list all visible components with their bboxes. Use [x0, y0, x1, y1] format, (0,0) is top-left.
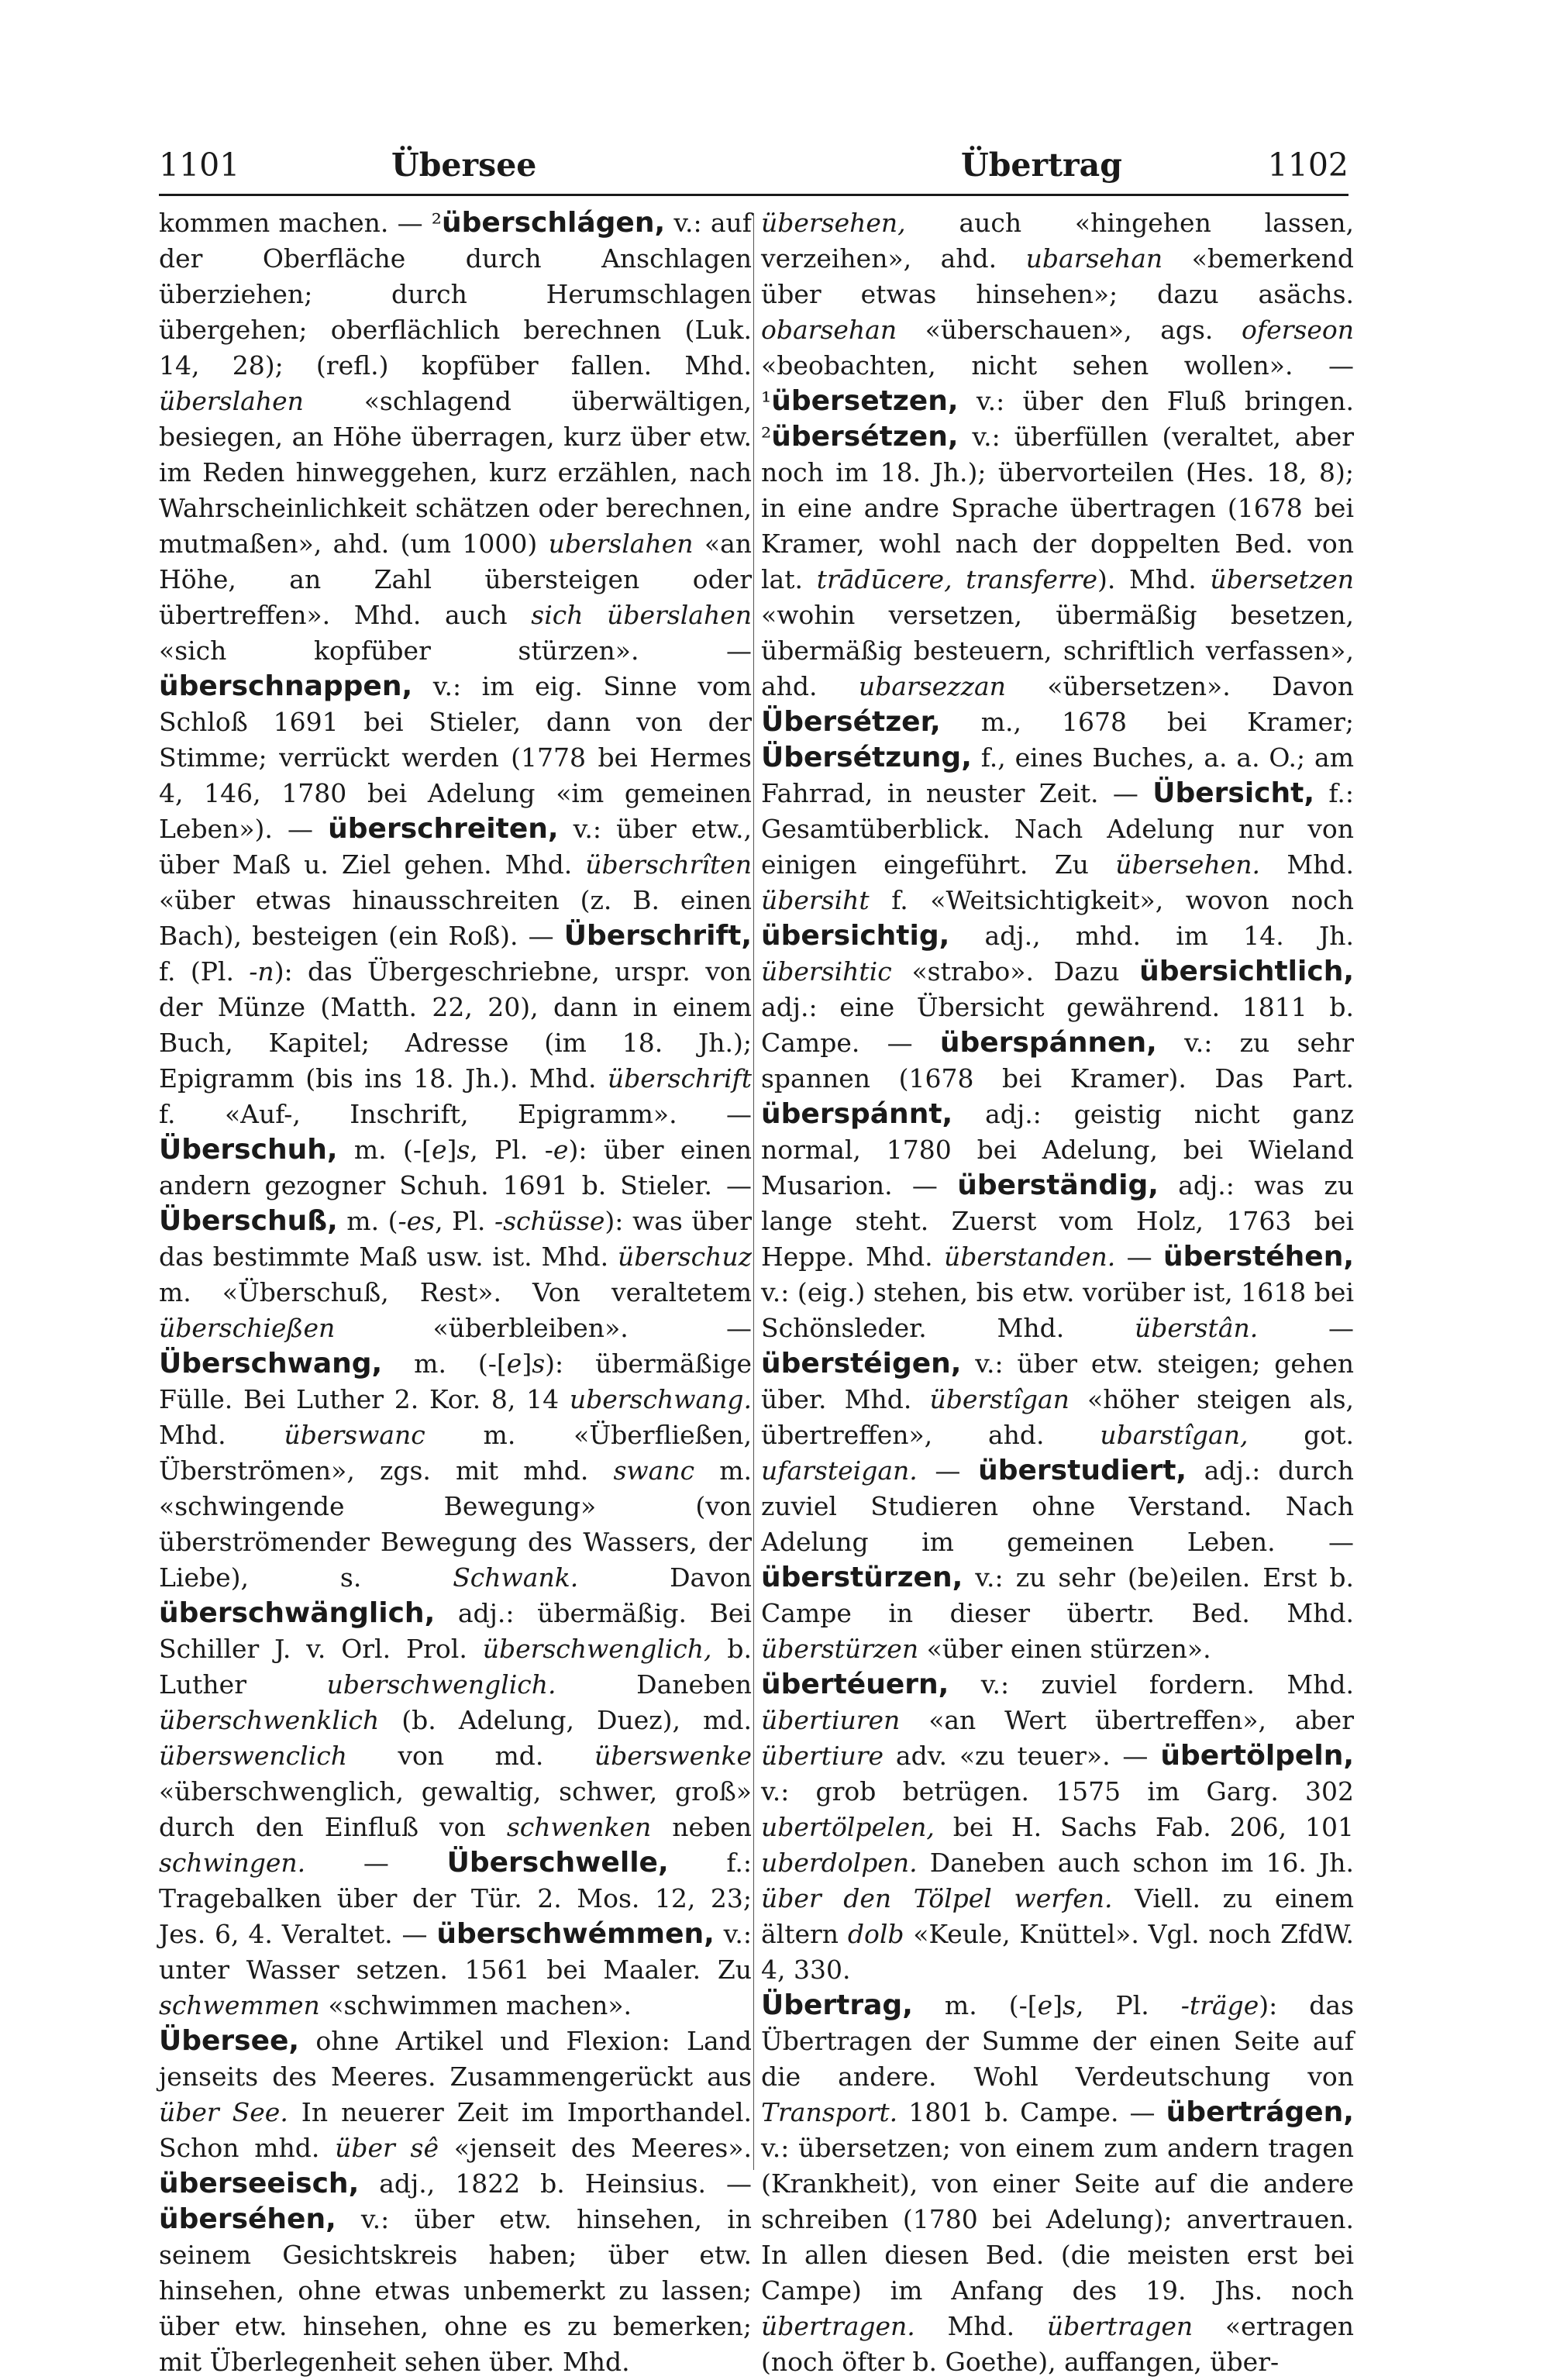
italic-term: übersihtic — [761, 956, 892, 987]
entry-text: adj.: übermäßig. Bei Schiller J. v. Orl. Prol. — [159, 1598, 752, 1664]
entry-text: «strabo». Dazu — [891, 956, 1140, 987]
entry-text: f.: Gesamtüberblick. Nach Adelung nur von einigen eingeführt. Zu — [761, 778, 1354, 880]
entry-text: v.: über etw. steigen; gehen über. Mhd. — [761, 1348, 1354, 1414]
entry-text: Viell. zu einem ältern — [761, 1883, 1354, 1949]
entry-text: v.: zu sehr spannen (1678 bei Kramer). Das Part. — [761, 1028, 1354, 1094]
page-header — [159, 142, 1348, 188]
entry-text: Davon — [578, 1562, 752, 1593]
entry-text: In neuerer Zeit im Importhandel. Schon mhd. — [159, 2097, 753, 2163]
headword: überstürzen, — [761, 1562, 963, 1593]
entry-text: f. «Weitsichtigkeit», wovon noch — [869, 885, 1354, 915]
italic-term: überschrift — [607, 1063, 752, 1094]
right-column — [761, 205, 1354, 2380]
headword: überseeisch, — [159, 2168, 360, 2199]
headword: Übersicht, — [1152, 777, 1315, 809]
entry-text: v.: über den Fluß bringen. ² — [761, 386, 1354, 452]
headword: übersichtlich, — [1139, 956, 1354, 987]
italic-term: übertragen. — [761, 2311, 915, 2341]
entry-text: — — [917, 1455, 979, 1486]
entry-text: Mhd. — [1259, 849, 1354, 880]
entry-text: «ertragen (noch öfter b. Goethe), auffangen, über- — [761, 2311, 1355, 2377]
entry-text: b. Luther — [159, 1634, 752, 1700]
entry-text: (b. Adelung, Duez), md. — [379, 1705, 752, 1735]
entry-text: v.: überfüllen (veraltet, aber noch im 18. Jh.); übervorteilen (Hes. 18, 8); in eine andre Sprache übertragen (1678 bei Kramer, wohl nach der doppelten Bed. von lat. — [761, 422, 1354, 594]
headword: Überschuh, — [159, 1134, 338, 1166]
italic-term: überschießen — [159, 1313, 336, 1343]
italic-term: ubarsehan — [1025, 243, 1163, 274]
headword: überschwänglich, — [159, 1597, 436, 1629]
headword: überspánnt, — [761, 1098, 953, 1130]
headword: übersichtig, — [761, 920, 950, 952]
entry-text: adj.: eine Übersicht gewährend. 1811 b. Campe. — — [761, 992, 1354, 1058]
entry-text: neben — [651, 1812, 752, 1842]
italic-term: übersetzen — [1210, 564, 1354, 594]
entry-text: f. (Pl. — [159, 956, 250, 987]
dictionary-entry — [761, 1988, 1354, 2380]
italic-term: trādūcere, transferre — [816, 564, 1097, 594]
entry-text: m. (-[ — [912, 1990, 1038, 2020]
italic-term: schwemmen — [159, 1990, 320, 2020]
page-number-right: 1102 — [1267, 146, 1348, 184]
entry-text: v.: über etw., über Maß u. Ziel gehen. Mhd. — [159, 814, 753, 880]
headword: überstéhen, — [1163, 1241, 1355, 1273]
entry-text: ohne Artikel und Flexion: Land jenseits des Meeres. Zusammengerückt aus — [159, 2026, 752, 2092]
entry-text: f., eines Buches, a. a. O.; am Fahrrad, in neuster Zeit. — — [761, 742, 1354, 808]
running-headword-left: Übersee — [391, 146, 537, 184]
column-divider — [753, 213, 754, 2170]
italic-term: uberdolpen. — [761, 1848, 918, 1878]
entry-text: adj.: was zu lange steht. Zuerst vom Holz, 1763 bei Heppe. Mhd. — [761, 1170, 1355, 1272]
italic-term: sich überslahen — [531, 600, 752, 630]
dictionary-entry — [159, 2024, 752, 2380]
italic-term: -träge — [1180, 1990, 1259, 2020]
entry-text: — — [1258, 1313, 1354, 1343]
entry-text: m. (-[ — [382, 1348, 507, 1379]
entry-text: v.: (eig.) stehen, bis etw. vorüber ist, 1618 bei Schönsleder. Mhd. — [761, 1277, 1354, 1343]
entry-text: ): das Übergeschriebne, urspr. von der Münze (Matth. 22, 20), dann in einem Buch, Kapitel; Adresse (im 18. Jh.); Epigramm (bis ins 18. Jh.). Mhd. — [159, 956, 752, 1094]
headword: übertéuern, — [761, 1669, 949, 1700]
headword: überschlágen, — [442, 207, 666, 239]
italic-term: e — [506, 1348, 522, 1379]
headword: überstudiert, — [978, 1455, 1187, 1486]
italic-term: s — [532, 1348, 546, 1379]
entry-text: auch «hingehen lassen, verzeihen», ahd. — [761, 208, 1354, 274]
entry-text: m. (-[ — [337, 1135, 432, 1165]
entry-text: m., 1678 bei Kramer; — [940, 707, 1354, 737]
entry-text: Mhd. — [914, 2311, 1047, 2341]
headword: überséhen, — [159, 2203, 336, 2235]
entry-text: «an Wert übertreffen», aber — [900, 1705, 1354, 1735]
entry-text: Daneben — [556, 1669, 752, 1700]
entry-text: «überschwenglich, gewaltig, schwer, groß» durch den Einfluß von — [159, 1776, 752, 1842]
entry-text: «über einen stürzen». — [918, 1634, 1211, 1664]
page-number-left: 1101 — [159, 146, 240, 184]
left-column — [159, 205, 752, 2380]
entry-text: Mhd. — [159, 1420, 284, 1450]
entry-text: bei H. Sachs Fab. 206, 101 — [934, 1812, 1354, 1842]
entry-text: «überschauen», ags. — [897, 315, 1242, 345]
entry-text: — — [305, 1848, 447, 1878]
italic-term: dolb — [847, 1919, 904, 1949]
italic-term: ubarsezzan — [858, 671, 1006, 701]
entry-text: v.: zu sehr (be)eilen. Erst b. Campe in dieser übertr. Bed. Mhd. — [761, 1562, 1354, 1628]
headword: Übersétzung, — [761, 742, 972, 773]
italic-term: e — [553, 1135, 569, 1165]
entry-text: , Pl. - — [470, 1135, 553, 1165]
entry-text: «wohin versetzen, übermäßig besetzen, übermäßig besteuern, schriftlich verfassen», ahd. — [761, 600, 1354, 701]
entry-text: m. «Überfließen, Überströmen», zgs. mit mhd. — [159, 1420, 752, 1486]
italic-term: Transport. — [761, 2097, 898, 2127]
italic-term: übersehen, — [761, 208, 906, 238]
entry-text: , Pl. — [1075, 1990, 1181, 2020]
headword: Überschrift, — [563, 920, 752, 952]
entry-text: «über etwas hinausschreiten (z. B. einen Bach), besteigen (ein Roß). — — [159, 885, 752, 951]
entry-text: v.: unter Wasser setzen. 1561 bei Maaler. Zu — [159, 1919, 753, 1985]
italic-term: uberschwenglich. — [326, 1669, 556, 1700]
headword: überschwémmen, — [436, 1918, 715, 1950]
headword: überspánnen, — [939, 1027, 1157, 1059]
headword: Übersétzer, — [761, 706, 941, 738]
headword: übertölpeln, — [1160, 1740, 1354, 1772]
entry-text: «bemerkend über etwas hinsehen»; dazu asächs. — [761, 243, 1354, 309]
italic-term: übersiht — [761, 885, 870, 915]
entry-text: von md. — [346, 1741, 594, 1771]
headword: überständig, — [957, 1169, 1159, 1201]
running-headword-right: Übertrag — [961, 146, 1122, 184]
entry-text: kommen machen. — ² — [159, 208, 443, 238]
italic-term: überstanden. — [944, 1242, 1116, 1272]
italic-term: ubarstîgan, — [1100, 1420, 1249, 1450]
italic-term: überstân. — [1134, 1313, 1259, 1343]
headword: Überschwelle, — [446, 1847, 669, 1879]
italic-term: über See. — [159, 2097, 288, 2127]
headword: Überschwang, — [159, 1348, 383, 1379]
entry-text: , Pl. — [435, 1206, 494, 1236]
headword: übersétzen, — [771, 421, 959, 453]
entry-text: ] — [1052, 1990, 1063, 2020]
headword: überschnappen, — [159, 670, 413, 702]
entry-text: «übersetzen». Davon — [1005, 671, 1354, 701]
entry-text: v.: grob betrügen. 1575 im Garg. 302 — [761, 1776, 1354, 1807]
italic-term: uberslahen — [548, 529, 694, 559]
italic-term: ufarsteigan. — [761, 1455, 918, 1486]
italic-term: überslahen — [159, 386, 304, 416]
entry-text: v.: auf der Oberfläche durch Anschlagen überziehen; durch Herumschlagen übergehen; oberflächlich berechnen (Luk. 14, 28); (refl.) kopfüber fallen. Mhd. — [159, 208, 752, 381]
headword: Überschuß, — [159, 1205, 338, 1237]
italic-term: ubertölpelen, — [761, 1812, 935, 1842]
italic-term: überswanc — [284, 1420, 425, 1450]
entry-text: «beobachten, nicht sehen wollen». — ¹ — [761, 350, 1354, 416]
entry-text: adj.: geistig nicht ganz normal, 1780 bei Adelung, bei Wieland Musarion. — — [761, 1099, 1354, 1200]
italic-term: überswenke — [594, 1741, 752, 1771]
entry-text: f. «Auf-, Inschrift, Epigramm». — — [159, 1099, 752, 1129]
entry-text: m. ( — [337, 1206, 398, 1236]
entry-text: «schlagend überwältigen, besiegen, an Höhe überragen, kurz über etw. im Reden hinweggehen, kurz erzählen, nach Wahrscheinlichkeit schätzen oder berechnen, mutmaßen», ahd. (um 1000) — [159, 386, 752, 559]
entry-text: «Keule, Knüttel». Vgl. noch ZfdW. 4, 330. — [761, 1919, 1354, 1985]
entry-text: adj., mhd. im 14. Jh. — [949, 921, 1354, 951]
entry-text: «sich kopfüber stürzen». — — [159, 635, 752, 666]
italic-term: überschrîten — [585, 849, 752, 880]
italic-term: s — [1063, 1990, 1076, 2020]
italic-term: überschwenklich — [159, 1705, 380, 1735]
entry-text: ). Mhd. — [1097, 564, 1211, 594]
entry-text: ): übermäßige Fülle. Bei Luther 2. Kor. 8, 14 — [159, 1348, 752, 1414]
dictionary-entry — [761, 1667, 1354, 1988]
italic-term: über den Tölpel werfen. — [761, 1883, 1113, 1913]
italic-term: obarsehan — [761, 315, 897, 345]
italic-term: überstürzen — [761, 1634, 919, 1664]
italic-term: übertiuren — [761, 1705, 901, 1735]
entry-text: ] — [446, 1135, 457, 1165]
entry-text: — — [1115, 1242, 1164, 1272]
headword: überschreiten, — [328, 813, 559, 845]
entry-text: v.: übersetzen; von einem zum andern tragen (Krankheit), von einer Seite auf die andere schreiben (1780 bei Adelung); anvertrauen. In allen diesen Bed. (die meisten erst bei Campe) im Anfang des 19. Jhs. noch — [761, 2133, 1354, 2306]
italic-term: schwenken — [506, 1812, 652, 1842]
dictionary-entry — [159, 205, 752, 2024]
italic-term: e — [1037, 1990, 1053, 2020]
italic-term: -schüsse — [494, 1206, 605, 1236]
headword: Übertrag, — [761, 1989, 913, 2021]
entry-text: v.: über etw. hinsehen, in seinem Gesichtskreis haben; über etw. hinsehen, ohne etwas unbemerkt zu lassen; über etw. hinsehen, ohne es zu bemerken; mit Überlegenheit sehen über. Mhd. — [159, 2204, 752, 2377]
entry-text: ): was über das bestimmte Maß usw. ist. Mhd. — [159, 1206, 753, 1272]
entry-text: v.: im eig. Sinne vom Schloß 1691 bei Stieler, dann von der Stimme; verrückt werden (1778 bei Hermes 4, 146, 1780 bei Adelung «im gemeinen Leben»). — — [159, 671, 752, 844]
entry-text: ] — [522, 1348, 532, 1379]
italic-term: -n — [249, 956, 274, 987]
italic-term: überschwenglich, — [482, 1634, 712, 1664]
italic-term: s — [456, 1135, 470, 1165]
entry-text: «an Höhe, an Zahl übersteigen oder übertreffen». Mhd. auch — [159, 529, 752, 630]
entry-text: adj.: durch zuviel Studieren ohne Verstand. Nach Adelung im gemeinen Leben. — — [761, 1455, 1354, 1557]
entry-text: Daneben auch schon im 16. Jh. — [917, 1848, 1354, 1878]
entry-text: m. «schwingende Bewegung» (von überströmender Bewegung des Wassers, der Liebe), s. — [159, 1455, 752, 1593]
entry-text: adv. «zu teuer». — — [884, 1741, 1161, 1771]
headword: übertrágen, — [1166, 2096, 1354, 2128]
italic-term: überstîgan — [929, 1384, 1070, 1414]
headword: überstéigen, — [761, 1348, 962, 1379]
headword: übersetzen, — [771, 385, 959, 417]
entry-text: «höher steigen als, übertreffen», ahd. — [761, 1384, 1354, 1450]
entry-text: «jenseit des Meeres». — [438, 2133, 753, 2163]
italic-term: oferseon — [1242, 315, 1354, 345]
header-rule — [159, 194, 1348, 196]
italic-term: überschuz — [618, 1242, 752, 1272]
italic-term: schwingen. — [159, 1848, 306, 1878]
dictionary-entry — [761, 205, 1354, 1667]
italic-term: überswenclich — [159, 1741, 347, 1771]
entry-text: «überbleiben». — — [335, 1313, 752, 1343]
italic-term: Schwank. — [453, 1562, 579, 1593]
entry-text: «schwimmen machen». — [319, 1990, 632, 2020]
italic-term: uberschwang. — [569, 1384, 752, 1414]
entry-text: got. — [1248, 1420, 1354, 1450]
entry-text: ): über einen andern gezogner Schuh. 1691 b. Stieler. — — [159, 1135, 752, 1200]
entry-text: 1801 b. Campe. — — [897, 2097, 1166, 2127]
italic-term: übertiure — [761, 1741, 884, 1771]
italic-term: übersehen. — [1115, 849, 1260, 880]
italic-term: swanc — [613, 1455, 695, 1486]
entry-text: f.: Tragebalken über der Tür. 2. Mos. 12, 23; Jes. 6, 4. Veraltet. — — [159, 1848, 753, 1949]
italic-term: übertragen — [1046, 2311, 1194, 2341]
entry-text: ): das Übertragen der Summe der einen Seite auf die andere. Wohl Verdeutschung von — [761, 1990, 1354, 2092]
italic-term: e — [431, 1135, 447, 1165]
entry-text: m. «Überschuß, Rest». Von veraltetem — [159, 1277, 752, 1307]
entry-text: v.: zuviel fordern. Mhd. — [949, 1669, 1354, 1700]
italic-term: -es — [398, 1206, 436, 1236]
entry-text: adj., 1822 b. Heinsius. — — [359, 2168, 752, 2199]
italic-term: über sê — [335, 2133, 439, 2163]
headword: Übersee, — [159, 2025, 300, 2057]
